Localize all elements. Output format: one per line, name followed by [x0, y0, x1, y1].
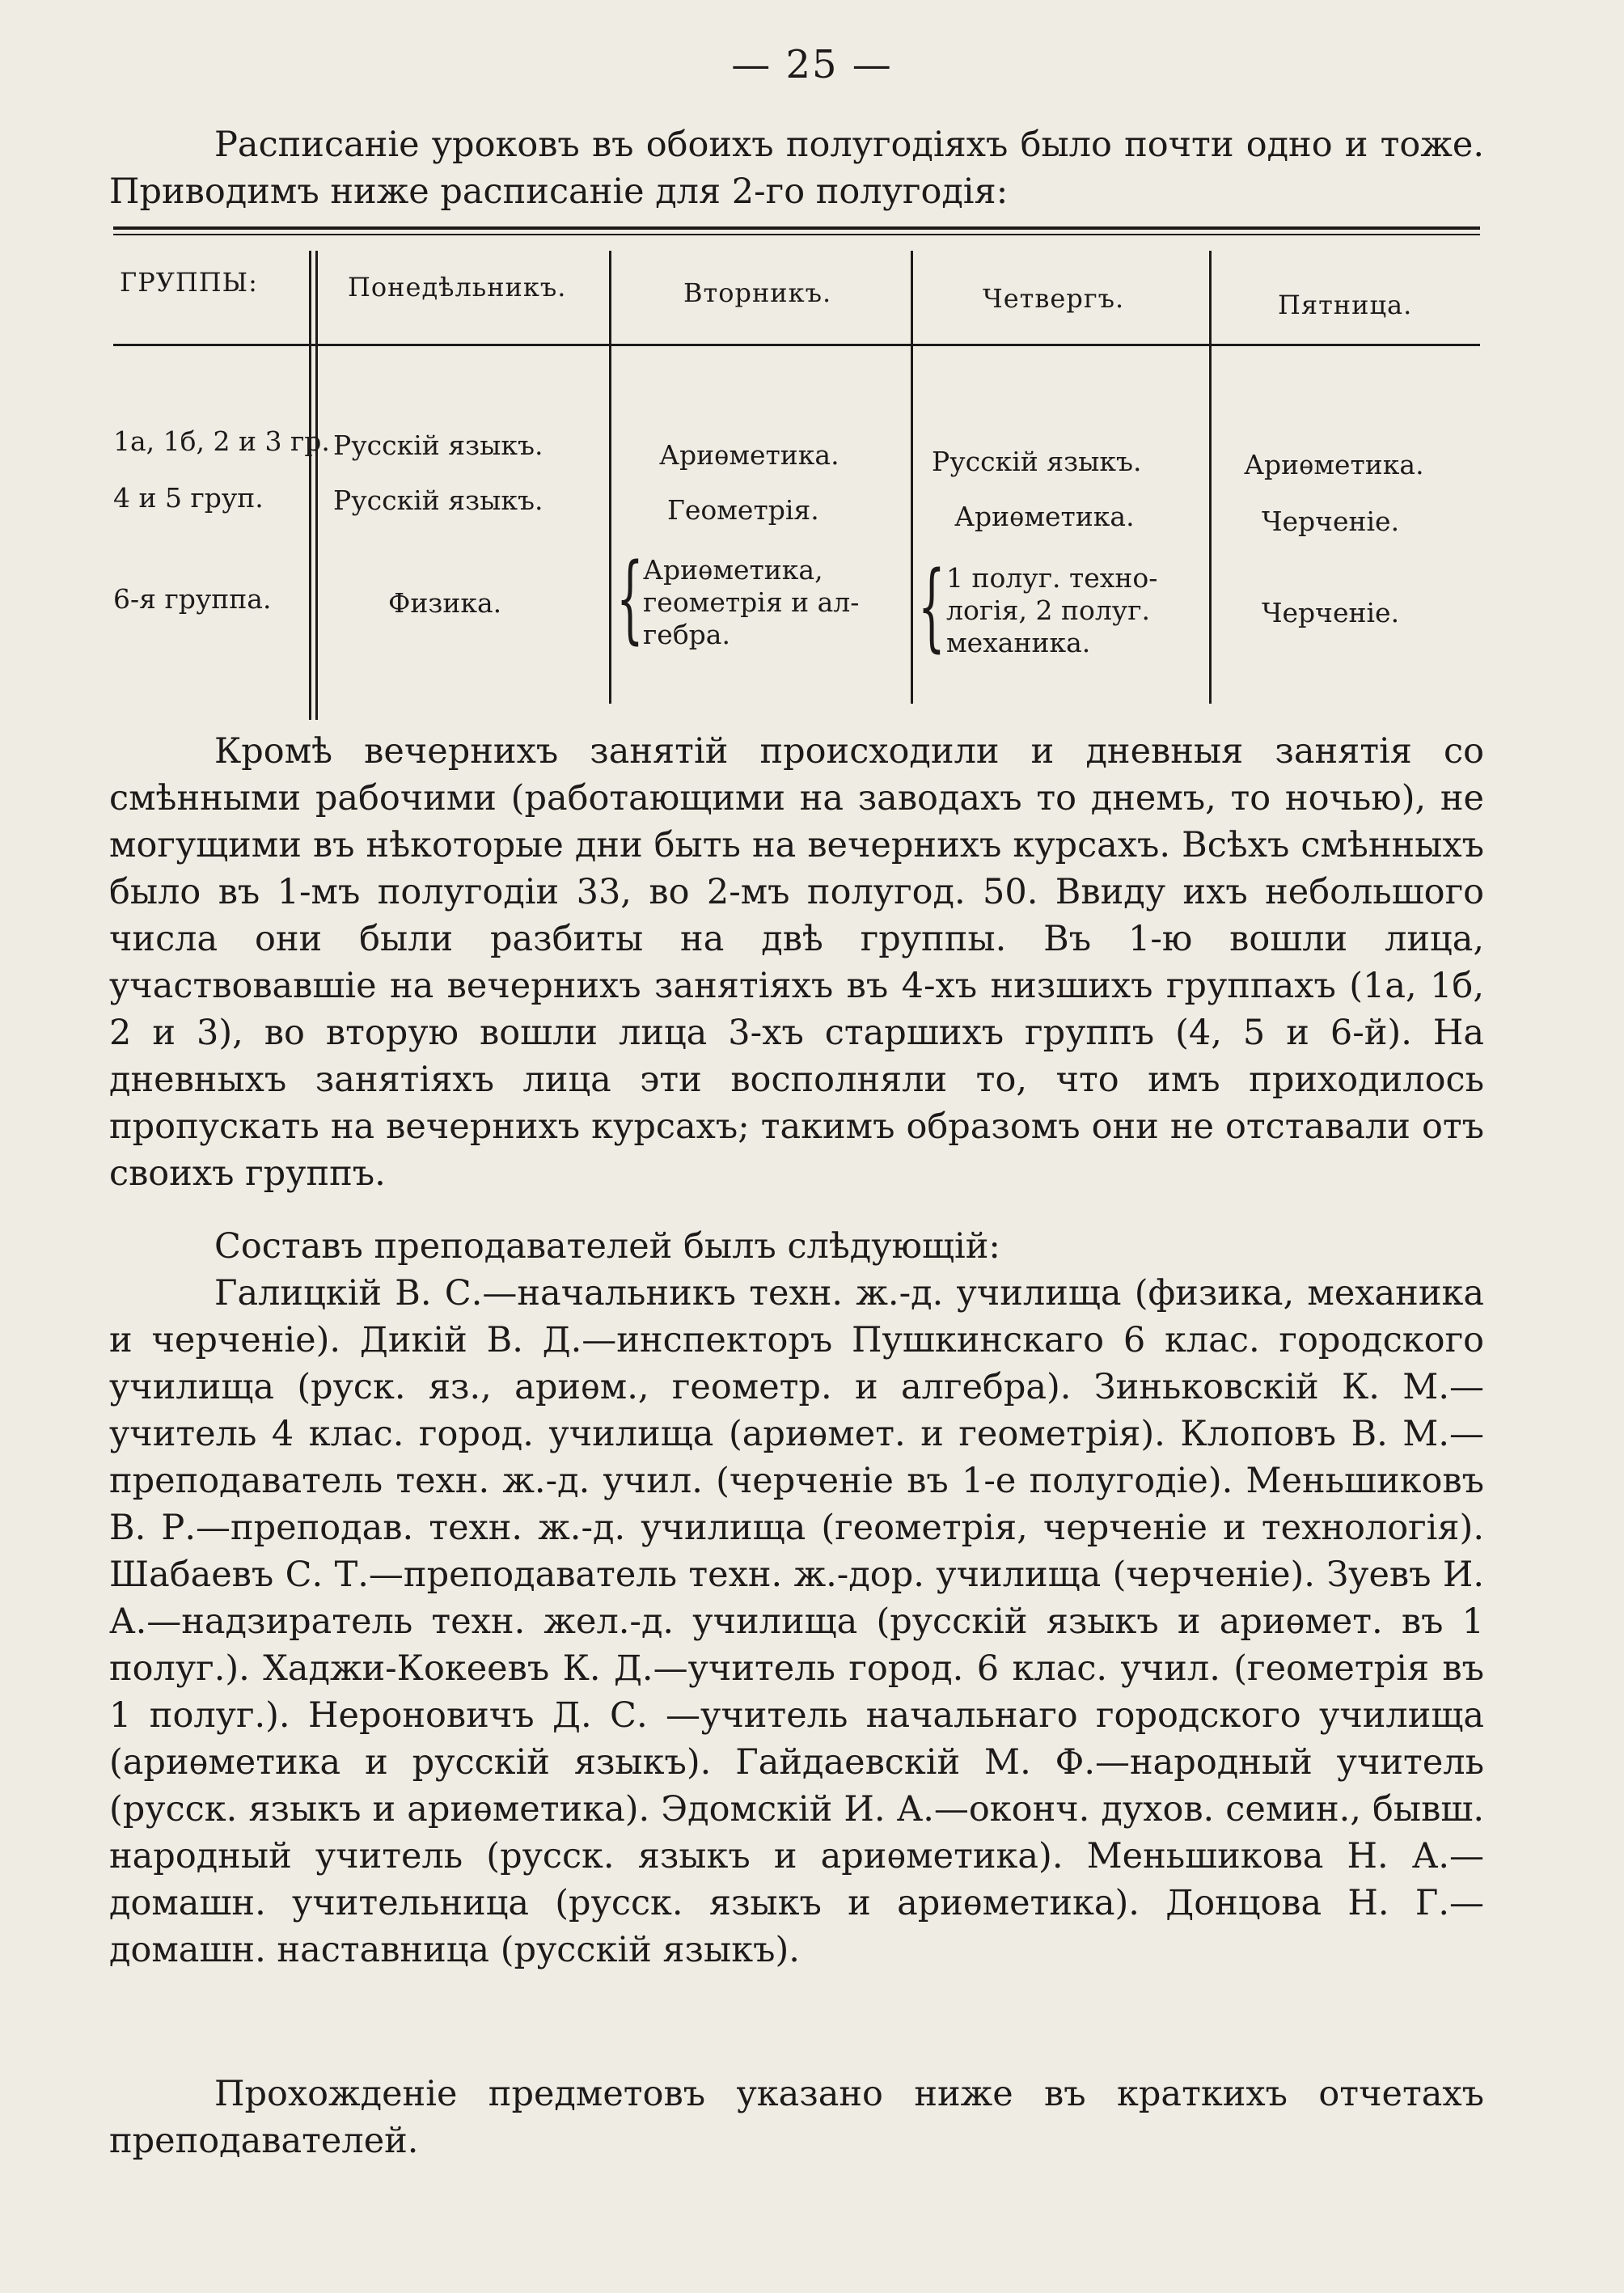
header-tuesday: Вторникъ. — [683, 277, 832, 308]
column-divider — [911, 251, 913, 704]
table-top-rule — [113, 226, 1480, 230]
row2-thursday: Ариѳметика. — [954, 501, 1135, 532]
column-divider — [1209, 251, 1212, 704]
page-number: — 25 — — [731, 42, 893, 87]
row3-tuesday-line: Ариѳметика, — [643, 554, 823, 586]
column-divider — [315, 251, 318, 720]
row3-thursday-line: логія, 2 полуг. — [946, 594, 1150, 626]
row1-tuesday: Ариѳметика. — [659, 439, 839, 471]
row1-group: 1а, 1б, 2 и 3 гр. — [113, 425, 330, 457]
row1-friday: Ариѳметика. — [1244, 449, 1424, 480]
row3-tuesday-line: гебра. — [643, 619, 730, 650]
row1-thursday: Русскій языкъ. — [932, 446, 1142, 477]
row2-group: 4 и 5 груп. — [113, 482, 264, 514]
column-divider — [609, 251, 611, 704]
left-brace-icon: { — [616, 542, 644, 654]
table-header-rule — [113, 344, 1480, 346]
row3-tuesday — [643, 554, 859, 651]
row2-tuesday: Геометрія. — [667, 494, 819, 526]
paragraph-end: Прохожденіе предметовъ указано ниже въ краткихъ отчетахъ преподавателей. — [109, 2074, 1484, 2161]
row2-monday: Русскій языкъ. — [333, 484, 543, 516]
schedule-table — [113, 226, 1480, 736]
table-top-rule-thin — [113, 234, 1480, 235]
header-thursday: Четвергъ. — [983, 283, 1125, 314]
row3-thursday — [946, 562, 1157, 659]
left-brace-icon: { — [918, 550, 945, 662]
row1-monday: Русскій языкъ. — [333, 429, 543, 461]
row2-friday: Черченіе. — [1262, 506, 1400, 537]
paragraph-staff-list: Галицкій В. С.—начальникъ техн. ж.-д. училища (физика, механика и черченіе). Дикій В. Д.—инспекторъ Пушкинскаго 6 клас. городского училища (руск. яз., ариѳм., геометр. и алгебра). Зиньковскій К. М.—учитель 4 клас. город. училища (ариѳмет. и геометрія). Клоповъ В. М.—преподаватель техн. ж.-д. учил. (черченіе въ 1-е полугодіе). Меньшиковъ В. Р.—преподав. техн. ж.-д. училища (геометрія, черченіе и технологія). Шабаевъ С. Т.—преподаватель техн. ж.-дор. училища (черченіе). Зуевъ И. А.—надзиратель техн. жел.-д. училища (русскій языкъ и ариѳмет. въ 1 полуг.). Хаджи-Кокеевъ К. Д.—учитель город. 6 клас. учил. (геометрія въ 1 полуг.). Нероновичъ Д. С. —учитель начальнаго городского училища (ариѳметика и русскій языкъ). Гайдаевскій М. Ф.—народный учитель (русск. языкъ и ариѳметика). Эдомскій И. А.—оконч. духов. семин., бывш. народный учитель (русск. языкъ и ариѳметика). Меньшикова Н. А.—домашн. учительница (русск. языкъ и ариѳметика). Донцова Н. Г.—домашн. наставница (русскій языкъ). — [109, 1273, 1484, 1970]
paragraph-staff-intro: Составъ преподавателей былъ слѣдующій: — [214, 1226, 1000, 1267]
header-groups: ГРУППЫ: — [120, 267, 258, 298]
paragraph-shift-workers: Кромѣ вечернихъ занятій происходили и дневныя занятія со смѣнными рабочими (работающими на заводахъ то днемъ, то ночью), не могущими въ нѣкоторые дни быть на вечернихъ курсахъ. Всѣхъ смѣнныхъ было въ 1-мъ полугодіи 33, во 2-мъ полугод. 50. Ввиду ихъ небольшого числа они были разбиты на двѣ группы. Въ 1-ю вошли лица, участвовавшіе на вечернихъ занятіяхъ въ 4-хъ низшихъ группахъ (1а, 1б, 2 и 3), во вторую вошли лица 3-хъ старшихъ группъ (4, 5 и 6-й). На дневныхъ занятіяхъ лица эти восполняли то, что имъ приходилось пропускать на вечернихъ курсахъ; такимъ образомъ они не отставали отъ своихъ группъ. — [109, 731, 1484, 1194]
row3-friday: Черченіе. — [1262, 597, 1400, 628]
header-monday: Понедѣльникъ. — [348, 272, 567, 302]
intro-paragraph: Расписаніе уроковъ въ обоихъ полугодіяхъ было почти одно и тоже. Приводимъ ниже расписаніе для 2-го полугодія: — [109, 125, 1484, 212]
column-divider — [309, 251, 311, 720]
header-friday: Пятница. — [1278, 290, 1413, 320]
row3-monday: Физика. — [388, 587, 502, 619]
row3-thursday-line: 1 полуг. техно- — [946, 562, 1158, 594]
row3-group: 6-я группа. — [113, 583, 272, 615]
row3-tuesday-line: геометрія и ал- — [643, 586, 860, 618]
row3-thursday-line: механика. — [946, 627, 1091, 658]
